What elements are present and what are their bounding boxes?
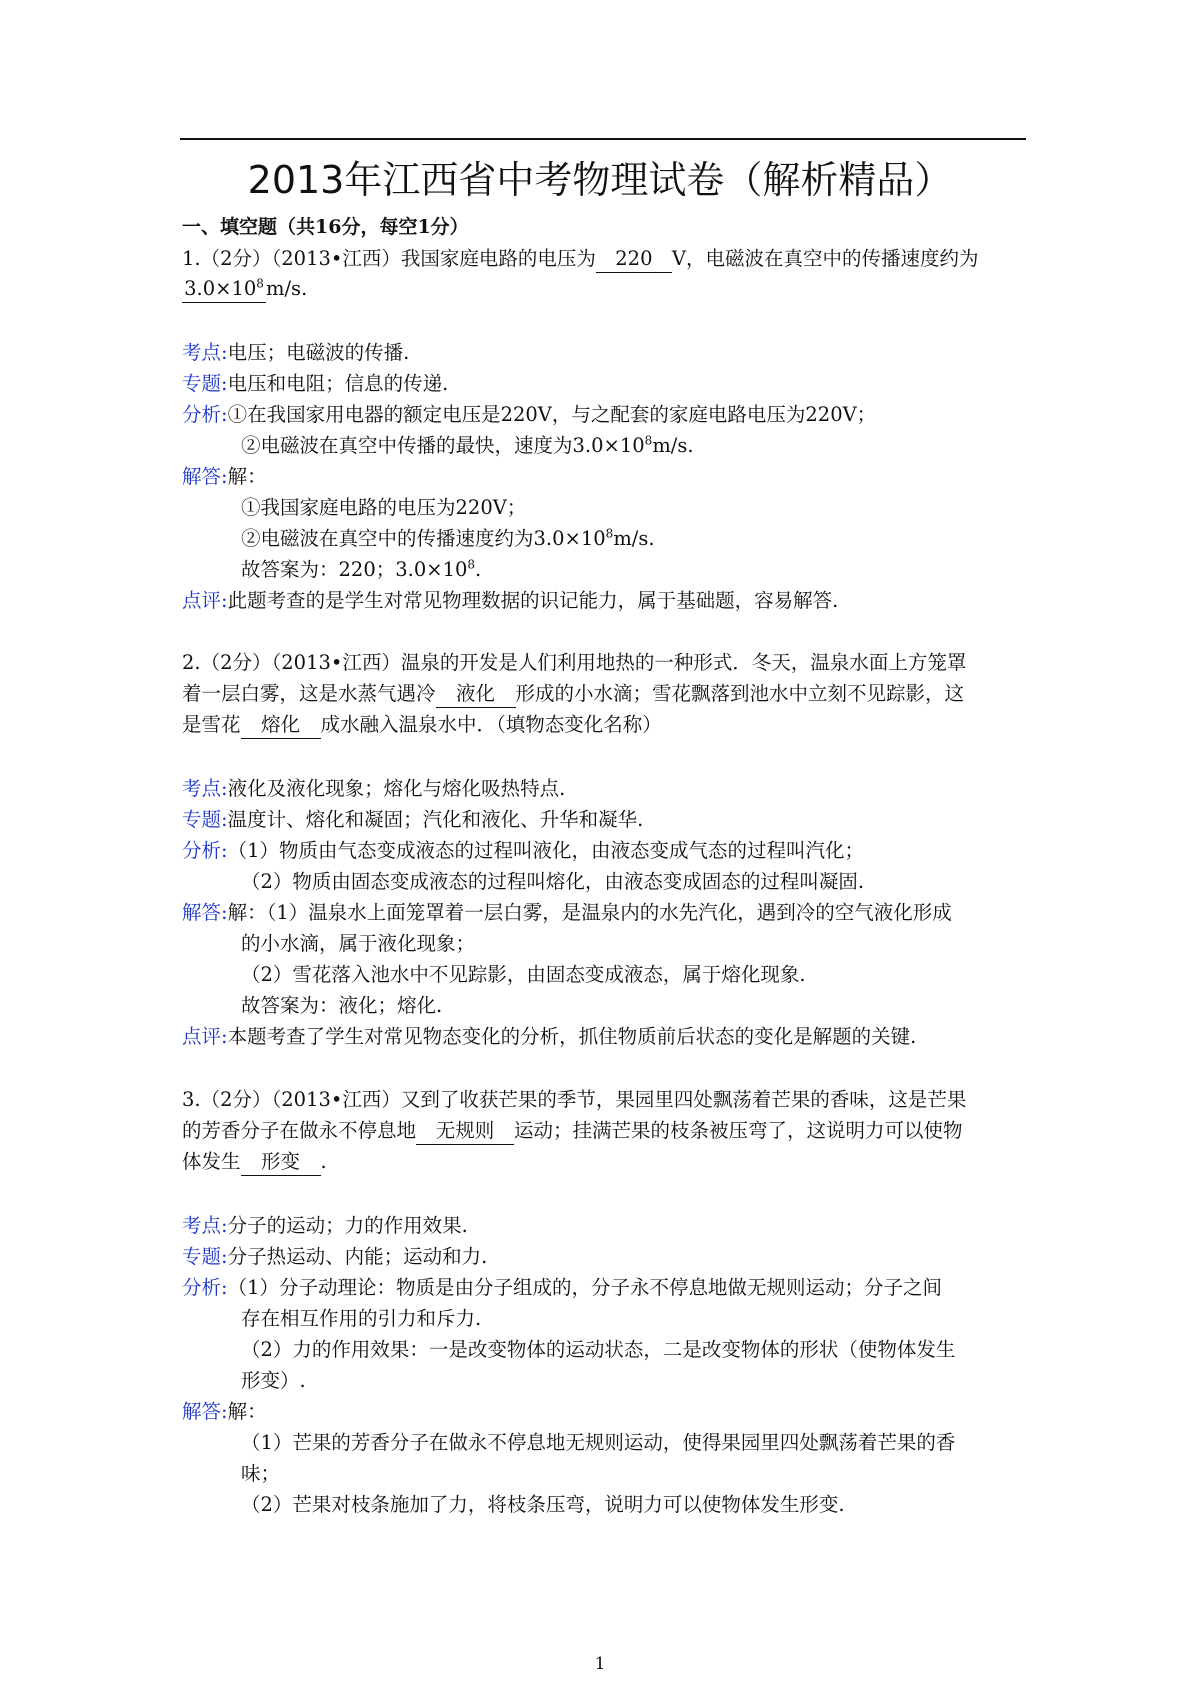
dianping-label: 点评: bbox=[182, 1025, 228, 1048]
header-rule bbox=[180, 138, 1026, 140]
q1-jieda-line-2: ②电磁波在真空中的传播速度约为$3.0\times 10^8m/s$. bbox=[241, 526, 655, 550]
kaodian-label: 考点: bbox=[182, 777, 228, 800]
q1-jieda: 解答:解： bbox=[182, 465, 267, 488]
q1-stem-line-2: $3.0\times 10^8$ m/s. bbox=[182, 274, 307, 304]
jieda-label: 解答: bbox=[182, 465, 228, 488]
q1-jieda-answer: 故答案为：220；$3.0\times 10^8$. bbox=[241, 557, 482, 581]
q1-fenxi: 分析:①在我国家用电器的额定电压是220V，与之配套的家庭电路电压为220V； bbox=[182, 403, 877, 426]
q2-jieda-line-2: 的小水滴，属于液化现象； bbox=[241, 932, 476, 955]
q3-fenxi-line-2: 存在相互作用的引力和斥力. bbox=[241, 1307, 482, 1330]
q3-kaodian: 考点:分子的运动；力的作用效果. bbox=[182, 1214, 468, 1237]
q3-jieda: 解答:解： bbox=[182, 1400, 267, 1423]
q1-jieda-line-1: ①我国家庭电路的电压为220V； bbox=[241, 496, 527, 519]
zhuanti-label: 专题: bbox=[182, 1245, 228, 1268]
q1-zhuanti: 专题:电压和电阻；信息的传递. bbox=[182, 372, 449, 395]
q2-stem-line-1: 2.（2分）（2013•江西）温泉的开发是人们利用地热的一种形式．冬天，温泉水面上方笼罩 bbox=[182, 651, 967, 674]
dianping-label: 点评: bbox=[182, 589, 228, 612]
q3-stem-line-3: 体发生 形变 . bbox=[182, 1147, 327, 1177]
q2-dianping: 点评:本题考查了学生对常见物态变化的分析，抓住物质前后状态的变化是解题的关键. bbox=[182, 1025, 917, 1048]
kaodian-label: 考点: bbox=[182, 341, 228, 364]
q3-jieda-line-1: （1）芒果的芳香分子在做永不停息地无规则运动，使得果园里四处飘荡着芒果的香 bbox=[241, 1431, 956, 1454]
q3-answer-blank-1: 无规则 bbox=[416, 1118, 514, 1145]
q1-dianping: 点评:此题考查的是学生对常见物理数据的识记能力，属于基础题，容易解答. bbox=[182, 589, 839, 612]
q3-fenxi-line-3: （2）力的作用效果：一是改变物体的运动状态，二是改变物体的形状（使物体发生 bbox=[241, 1338, 956, 1361]
q1-answer-blank-1: 220 bbox=[596, 246, 672, 273]
jieda-label: 解答: bbox=[182, 1400, 228, 1423]
q3-fenxi: 分析:（1）分子动理论：物质是由分子组成的，分子永不停息地做无规则运动；分子之间 bbox=[182, 1276, 942, 1299]
q2-jieda: 解答:解：（1）温泉水上面笼罩着一层白雾，是温泉内的水先汽化，遇到冷的空气液化形成 bbox=[182, 901, 952, 924]
q3-stem-line-1: 3.（2分）（2013•江西）又到了收获芒果的季节，果园里四处飘荡着芒果的香味，这是芒果 bbox=[182, 1088, 967, 1111]
q2-stem-line-3: 是雪花 熔化 成水融入温泉水中．（填物态变化名称） bbox=[182, 710, 662, 740]
q1-answer-blank-2: $3.0\times 10^8$ bbox=[182, 276, 266, 303]
q3-jieda-line-3: （2）芒果对枝条施加了力，将枝条压弯，说明力可以使物体发生形变. bbox=[241, 1493, 845, 1516]
q1-fenxi-line-2: ②电磁波在真空中传播的最快，速度为$3.0\times 10^8m/s$. bbox=[241, 433, 694, 457]
q2-jieda-line-3: （2）雪花落入池水中不见踪影，由固态变成液态，属于熔化现象. bbox=[241, 963, 806, 986]
fenxi-label: 分析: bbox=[182, 839, 228, 862]
q3-jieda-line-2: 味； bbox=[241, 1462, 281, 1485]
jieda-label: 解答: bbox=[182, 901, 228, 924]
q2-fenxi: 分析:（1）物质由气态变成液态的过程叫液化，由液态变成气态的过程叫汽化； bbox=[182, 839, 864, 862]
q3-stem-line-2: 的芳香分子在做永不停息地 无规则 运动；挂满芒果的枝条被压弯了，这说明力可以使物 bbox=[182, 1116, 963, 1146]
zhuanti-label: 专题: bbox=[182, 372, 228, 395]
fenxi-label: 分析: bbox=[182, 403, 228, 426]
page-title: 2013年江西省中考物理试卷（解析精品） bbox=[247, 158, 953, 202]
q1-kaodian: 考点:电压；电磁波的传播. bbox=[182, 341, 410, 364]
q3-answer-blank-2: 形变 bbox=[241, 1149, 321, 1176]
q3-zhuanti: 专题:分子热运动、内能；运动和力. bbox=[182, 1245, 488, 1268]
q2-answer-blank-2: 熔化 bbox=[241, 712, 321, 739]
q2-answer-blank-1: 液化 bbox=[436, 681, 516, 708]
page-number: 1 bbox=[594, 1654, 606, 1674]
q2-kaodian: 考点:液化及液化现象；熔化与熔化吸热特点. bbox=[182, 777, 566, 800]
q1-stem-line-1: 1.（2分）（2013•江西）我国家庭电路的电压为 220 V，电磁波在真空中的传播速度约为 bbox=[182, 244, 978, 274]
q3-fenxi-line-4: 形变）. bbox=[241, 1369, 306, 1392]
q2-stem-line-2: 着一层白雾，这是水蒸气遇冷 液化 形成的小水滴；雪花飘落到池水中立刻不见踪影，这 bbox=[182, 679, 964, 709]
kaodian-label: 考点: bbox=[182, 1214, 228, 1237]
zhuanti-label: 专题: bbox=[182, 808, 228, 831]
q2-zhuanti: 专题:温度计、熔化和凝固；汽化和液化、升华和凝华. bbox=[182, 808, 644, 831]
q2-fenxi-line-2: （2）物质由固态变成液态的过程叫熔化，由液态变成固态的过程叫凝固. bbox=[241, 870, 865, 893]
section-heading: 一、填空题（共16分，每空1分） bbox=[182, 216, 469, 238]
q2-jieda-answer: 故答案为：液化；熔化. bbox=[241, 994, 443, 1017]
fenxi-label: 分析: bbox=[182, 1276, 228, 1299]
